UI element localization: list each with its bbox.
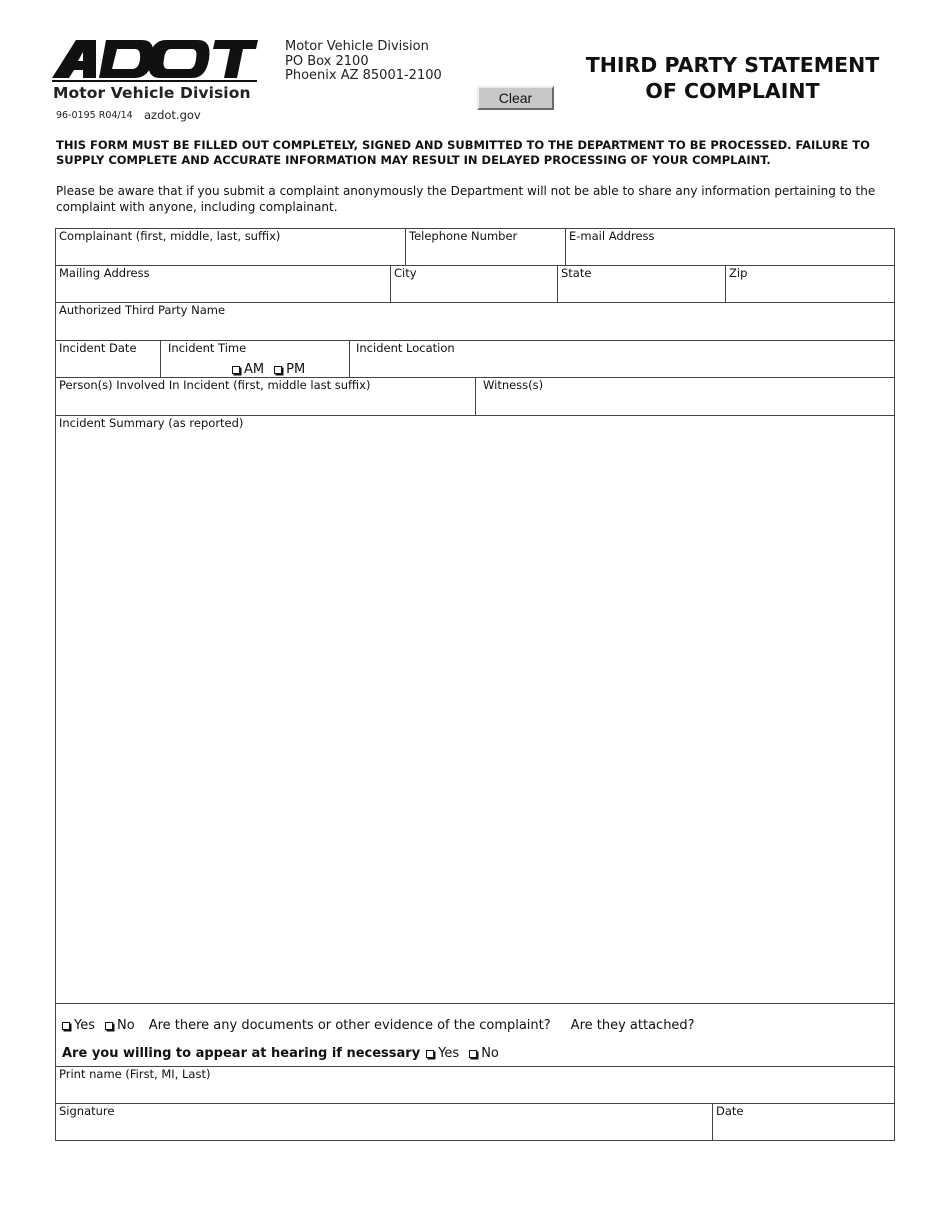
mailing-address-label: Mailing Address: [59, 266, 150, 280]
title-line-1: THIRD PARTY STATEMENT: [585, 53, 880, 77]
zip-label: Zip: [729, 266, 748, 280]
state-field[interactable]: [557, 265, 726, 303]
telephone-label: Telephone Number: [409, 229, 518, 243]
address-line-2: PO Box 2100: [285, 54, 369, 69]
incident-summary-label: Incident Summary (as reported): [59, 416, 244, 430]
telephone-field[interactable]: [405, 228, 566, 266]
clear-button[interactable]: Clear: [477, 86, 554, 110]
hearing-yes-checkbox[interactable]: [426, 1050, 434, 1058]
pm-checkbox[interactable]: [274, 366, 282, 374]
anonymous-notice: Please be aware that if you submit a complaint anonymously the Department will not be able to share any information pertaining to the complaint with anyone, including complainant.: [56, 184, 876, 214]
hearing-no-checkbox[interactable]: [469, 1050, 477, 1058]
witnesses-field[interactable]: [475, 377, 895, 416]
hearing-question-row: [62, 1046, 499, 1061]
incident-date-label: Incident Date: [59, 341, 137, 355]
print-name-field[interactable]: [55, 1066, 895, 1104]
am-label: AM: [244, 362, 265, 377]
documents-yes-checkbox[interactable]: [62, 1022, 70, 1030]
city-field[interactable]: [390, 265, 558, 303]
witnesses-label: Witness(s): [483, 378, 544, 392]
hearing-yes-label: Yes: [438, 1046, 460, 1061]
form-title: [575, 52, 890, 104]
incident-time-label: Incident Time: [168, 341, 247, 355]
email-field[interactable]: [565, 228, 895, 266]
pm-label: PM: [286, 362, 306, 377]
email-label: E-mail Address: [569, 229, 655, 243]
documents-no-checkbox[interactable]: [105, 1022, 113, 1030]
complainant-label: Complainant (first, middle, last, suffix): [59, 229, 281, 243]
mailing-address-field[interactable]: [55, 265, 391, 303]
form-number: 96-0195 R04/14: [56, 110, 133, 121]
attached-question: Are they attached?: [570, 1018, 695, 1033]
hearing-question: Are you willing to appear at hearing if necessary: [62, 1046, 421, 1061]
zip-field[interactable]: [725, 265, 895, 303]
required-notice: THIS FORM MUST BE FILLED OUT COMPLETELY, SIGNED AND SUBMITTED TO THE DEPARTMENT TO BE PROCESSED. FAILURE TO SUPPLY COMPLETE AND ACCURATE INFORMATION MAY RESULT IN DELAYED PROCESSING OF YOUR COMPLAINT.: [56, 138, 870, 167]
signature-field[interactable]: [55, 1103, 713, 1141]
city-label: City: [394, 266, 417, 280]
hearing-no-label: No: [481, 1046, 499, 1061]
print-name-label: Print name (First, MI, Last): [59, 1067, 211, 1081]
state-label: State: [561, 266, 592, 280]
title-line-2: OF COMPLAINT: [645, 79, 820, 103]
address-line-1: Motor Vehicle Division: [285, 39, 429, 54]
date-field[interactable]: [712, 1103, 895, 1141]
logo-subtitle: Motor Vehicle Division: [53, 84, 251, 102]
persons-involved-field[interactable]: [55, 377, 476, 416]
am-checkbox[interactable]: [232, 366, 240, 374]
third-party-name-field[interactable]: [55, 302, 895, 341]
documents-yes-label: Yes: [74, 1018, 95, 1033]
website-text: azdot.gov: [144, 108, 201, 122]
incident-location-field[interactable]: [349, 340, 895, 378]
incident-summary-field[interactable]: [55, 415, 895, 1004]
date-label: Date: [716, 1104, 744, 1118]
adot-logo-graphic: [50, 38, 262, 82]
documents-question-row: [62, 1018, 695, 1033]
am-pm-options: [232, 362, 305, 377]
incident-location-label: Incident Location: [356, 341, 455, 355]
third-party-name-label: Authorized Third Party Name: [59, 303, 226, 317]
signature-label: Signature: [59, 1104, 115, 1118]
incident-date-field[interactable]: [55, 340, 161, 378]
address-line-3: Phoenix AZ 85001-2100: [285, 68, 442, 83]
persons-involved-label: Person(s) Involved In Incident (first, middle last suffix): [59, 378, 371, 392]
documents-no-label: No: [117, 1018, 135, 1033]
complainant-field[interactable]: [55, 228, 406, 266]
documents-question: Are there any documents or other evidence of the complaint?: [148, 1018, 551, 1033]
